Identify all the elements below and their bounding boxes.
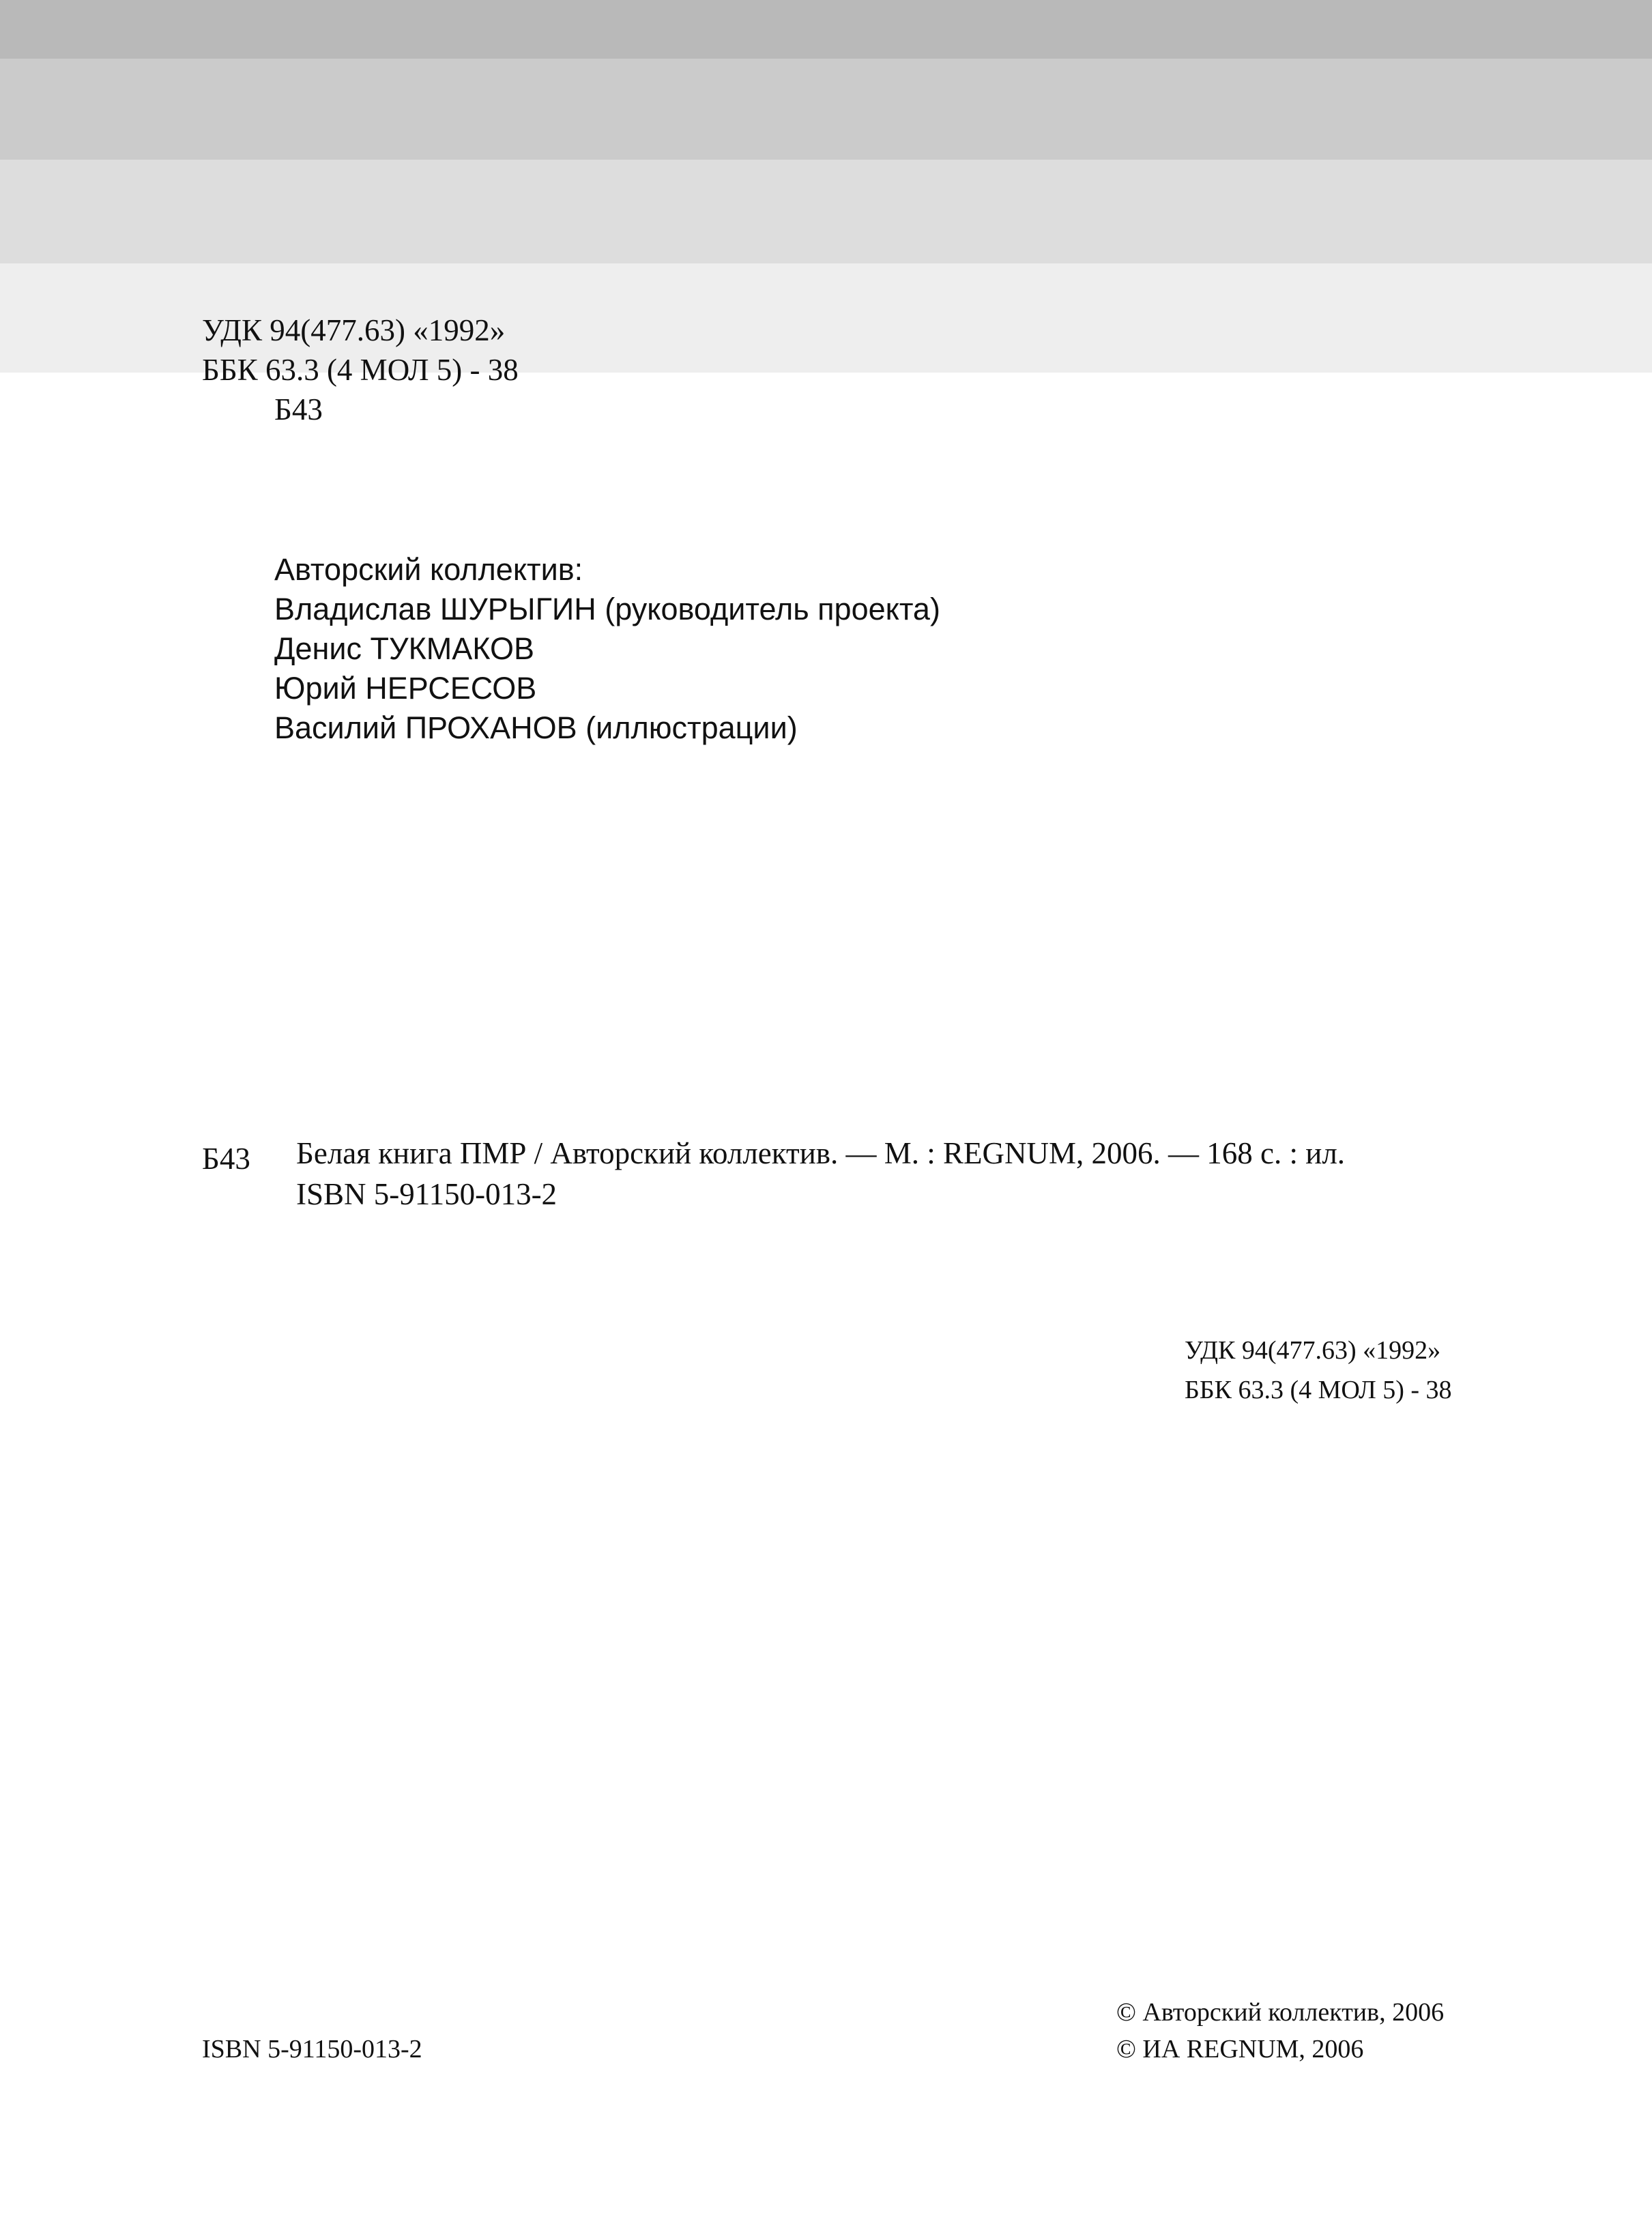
header-band-mid xyxy=(0,59,1652,160)
classification-bbk: ББК 63.3 (4 МОЛ 5) - 38 xyxy=(1185,1376,1452,1404)
footer-isbn: ISBN 5-91150-013-2 xyxy=(202,2035,422,2064)
copyright-authors: © Авторский коллектив, 2006 xyxy=(1116,1998,1445,2027)
classification-udk: УДК 94(477.63) «1992» xyxy=(1185,1336,1441,1365)
author-item: Василий ПРОХАНОВ (иллюстрации) xyxy=(274,710,798,745)
header-band-light xyxy=(0,160,1652,263)
record-author-mark: Б43 xyxy=(202,1142,250,1176)
copyright-publisher: © ИА REGNUM, 2006 xyxy=(1116,2035,1364,2064)
record-isbn: ISBN 5-91150-013-2 xyxy=(296,1177,557,1211)
authors-heading: Авторский коллектив: xyxy=(274,552,583,587)
author-item: Денис ТУКМАКОВ xyxy=(274,631,535,666)
author-mark: Б43 xyxy=(274,392,323,426)
author-item: Юрий НЕРСЕСОВ xyxy=(274,671,537,706)
udk-code: УДК 94(477.63) «1992» xyxy=(202,313,506,347)
header-band-dark xyxy=(0,0,1652,59)
bbk-code: ББК 63.3 (4 МОЛ 5) - 38 xyxy=(202,353,519,387)
record-description: Белая книга ПМР / Авторский коллектив. — М. : REGNUM, 2006. — 168 с. : ил. xyxy=(296,1136,1346,1170)
author-item: Владислав ШУРЫГИН (руководитель проекта) xyxy=(274,592,940,626)
